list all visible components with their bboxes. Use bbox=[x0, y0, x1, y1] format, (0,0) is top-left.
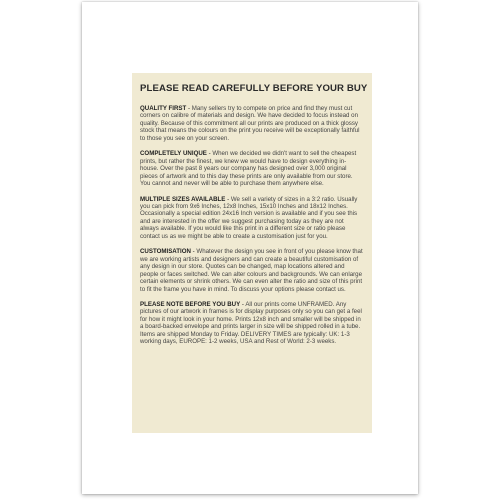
section-please-note: PLEASE NOTE BEFORE YOU BUY - All our prints come UNFRAMED. Any pictures of our artwork in frames is for display purposes only so you can get a feel for how it might look in your home. Prints 12x8 inch and smaller will be shipped in a board-backed envelope and prints larger in size will be shipped rolled in a tube. Items are shipped Monday to Friday. DELIVERY TIMES are typically: UK: 1-3 working days, EUROPE: 1-2 weeks, USA and Rest of World: 2-3 weeks. bbox=[140, 300, 362, 346]
print-sheet bbox=[82, 2, 418, 494]
section-title: QUALITY FIRST bbox=[140, 105, 187, 112]
section-customisation: CUSTOMISATION - Whatever the design you see in front of you please know that we are working artists and designers and can create a beautiful customisation of any design in our store. Quotes can be changed, map locations altered and people or faces switched. We can alter colours and backgrounds. We can enlarge certain elements or shrink others. We can even alter the ratio and size of this print to fit the frame you have in mind. To discuss your options please contact us. bbox=[140, 248, 363, 293]
section-title: CUSTOMISATION bbox=[140, 248, 191, 256]
section-body: All our prints come UNFRAMED. Any pictures of our artwork in frames is for display purposes only so you can get a feel for how it might look in your home. Prints 12x8 inch and smaller will be shipped in a board-backed envelope and prints larger in size will be shipped rolled in a tube. Items are shipped Monday to Friday. DELIVERY TIMES are typically: UK: 1-3 working days, EUROPE: 1-2 weeks, USA and Rest of World: 2-3 weeks. bbox=[140, 300, 362, 346]
section-multiple-sizes: MULTIPLE SIZES AVAILABLE - We sell a variety of sizes in a 3:2 ratio. Usually you can pick from 9x6 Inches, 12x8 Inches, 15x10 Inches and 18x12 Inches. Occasionally a special edition 24x16 Inch version is available and if you see this and are interested in the offer we suggest purchasing today as they are not always available. If you would like this print in a different size or ratio please contact us as we might be able to create a customisation just for you. bbox=[140, 195, 358, 240]
panel-heading: PLEASE READ CAREFULLY BEFORE YOUR BUY bbox=[140, 83, 368, 94]
section-body: Whatever the design you see in front of you please know that we are working artists and designers and can create a beautiful customisation of any design in our store. Quotes can be changed, map locations altered and people or faces switched. We can alter colours and backgrounds. We can enlarge certain elements or shrink others. We can even alter the ratio and size of this print to fit the frame you have in mind. To discuss your options please contact us. bbox=[140, 248, 363, 293]
section-title: PLEASE NOTE BEFORE YOU BUY bbox=[140, 300, 241, 308]
section-body: We sell a variety of sizes in a 3:2 ratio. Usually you can pick from 9x6 Inches, 12x8 Inches, 15x10 Inches and 18x12 Inches. Occasionally a special edition 24x16 Inch version is available and if you see this and are interested in the offer we suggest purchasing today as they are not always available. If you would like this print in a different size or ratio please contact us as we might be able to create a customisation just for you. bbox=[140, 195, 358, 240]
section-title: MULTIPLE SIZES AVAILABLE bbox=[140, 195, 226, 203]
section-body: Many sellers try to compete on price and find they must cut corners on calibre of materials and design. We have decided to focus instead on quality. Because of this commitment all our prints are produced on a thick glossy stock that means the colours on the print you receive will be exceptionally faithful to those you see on your screen. bbox=[140, 105, 360, 142]
info-panel bbox=[132, 73, 372, 433]
section-title: COMPLETELY UNIQUE bbox=[140, 150, 207, 158]
section-completely-unique: COMPLETELY UNIQUE - When we decided we didn't want to sell the cheapest prints, but rather the finest, we knew we would have to design everything in-house. Over the past 8 years our company has designed over 3,000 original pieces of artwork and to this day these prints are only available from our store. You cannot and never will be able to purchase them anywhere else. bbox=[140, 150, 357, 188]
section-quality-first: QUALITY FIRST - Many sellers try to compete on price and find they must cut corners on calibre of materials and design. We have decided to focus instead on quality. Because of this commitment all our prints are produced on a thick glossy stock that means the colours on the print you receive will be exceptionally faithful to those you see on your screen. bbox=[140, 105, 360, 142]
section-body: When we decided we didn't want to sell the cheapest prints, but rather the finest, we knew we would have to design everything in-house. Over the past 8 years our company has designed over 3,000 original pieces of artwork and to this day these prints are only available from our store. You cannot and never will be able to purchase them anywhere else. bbox=[140, 150, 357, 188]
